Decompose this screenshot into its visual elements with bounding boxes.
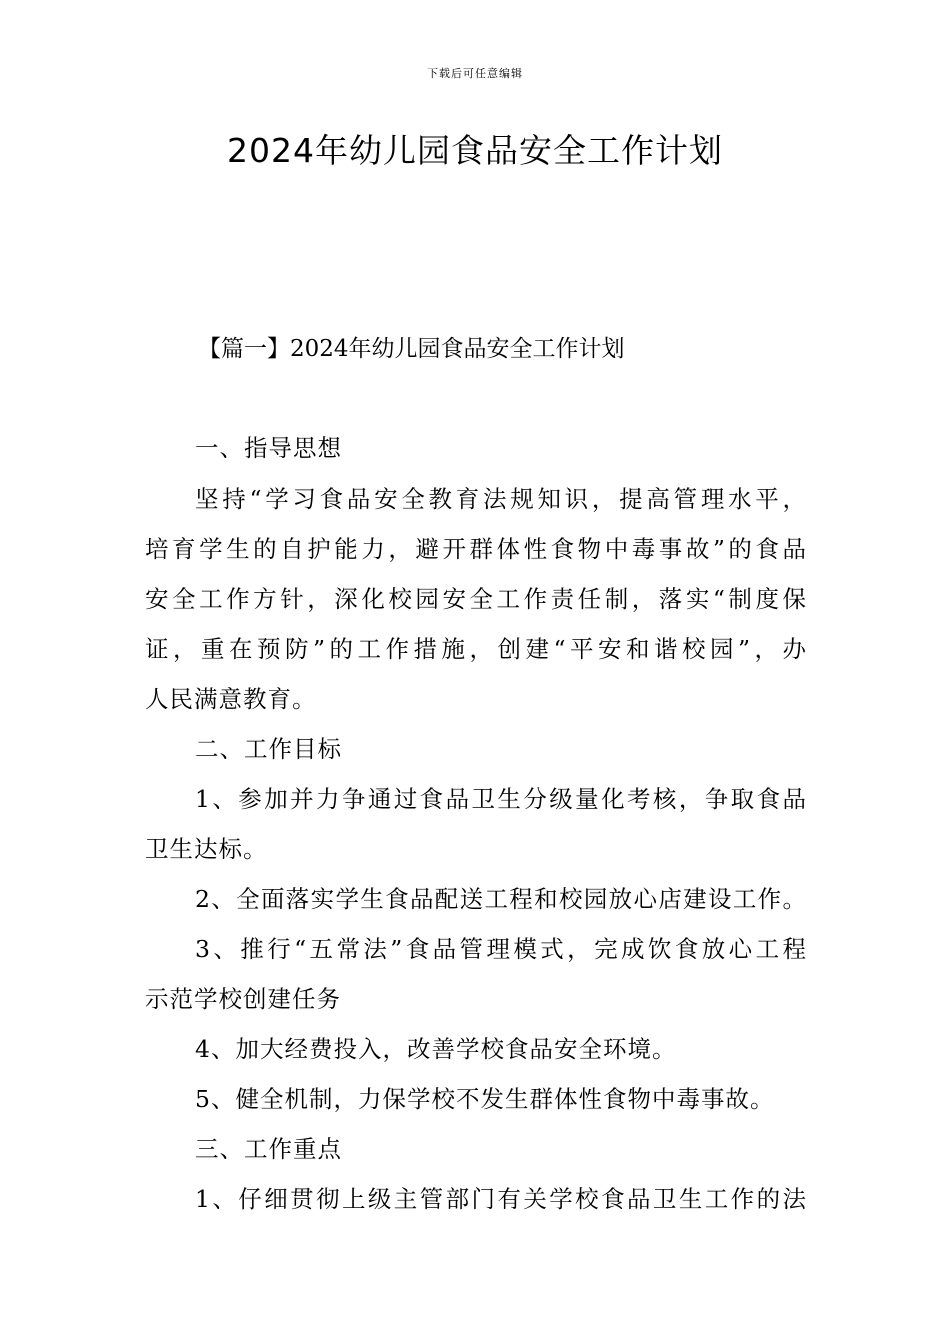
- body-line: 培育学生的自护能力，避开群体性食物中毒事故”的食品: [145, 535, 807, 563]
- heading-guiding-ideology: 一、指导思想: [195, 434, 342, 462]
- header-note: 下载后可任意编辑: [427, 67, 523, 80]
- body-line: 2、全面落实学生食品配送工程和校园放心店建设工作。: [195, 885, 807, 913]
- body-line: 示范学校创建任务: [145, 985, 341, 1013]
- body-line: 安全工作方针，深化校园安全工作责任制，落实“制度保: [145, 585, 807, 613]
- body-line: 人民满意教育。: [145, 685, 317, 713]
- heading-work-goals: 二、工作目标: [195, 735, 342, 763]
- body-line: 4、加大经费投入，改善学校食品安全环境。: [195, 1035, 677, 1063]
- body-line: 3、推行“五常法”食品管理模式，完成饮食放心工程: [195, 935, 807, 963]
- document-body: [145, 423, 807, 1223]
- body-line: 卫生达标。: [145, 835, 268, 863]
- body-line: 1、仔细贯彻上级主管部门有关学校食品卫生工作的法: [195, 1185, 807, 1213]
- body-line: 1、参加并力争通过食品卫生分级量化考核，争取食品: [195, 785, 807, 813]
- body-line: 证，重在预防”的工作措施，创建“平安和谐校园”，办: [145, 635, 807, 663]
- section-title: 【篇一】2024年幼儿园食品安全工作计划: [198, 336, 625, 362]
- heading-work-focus: 三、工作重点: [195, 1135, 342, 1163]
- body-line: 5、健全机制，力保学校不发生群体性食物中毒事故。: [195, 1085, 775, 1113]
- body-line: 坚持“学习食品安全教育法规知识，提高管理水平，: [195, 485, 807, 513]
- document-title: 2024年幼儿园食品安全工作计划: [227, 131, 723, 170]
